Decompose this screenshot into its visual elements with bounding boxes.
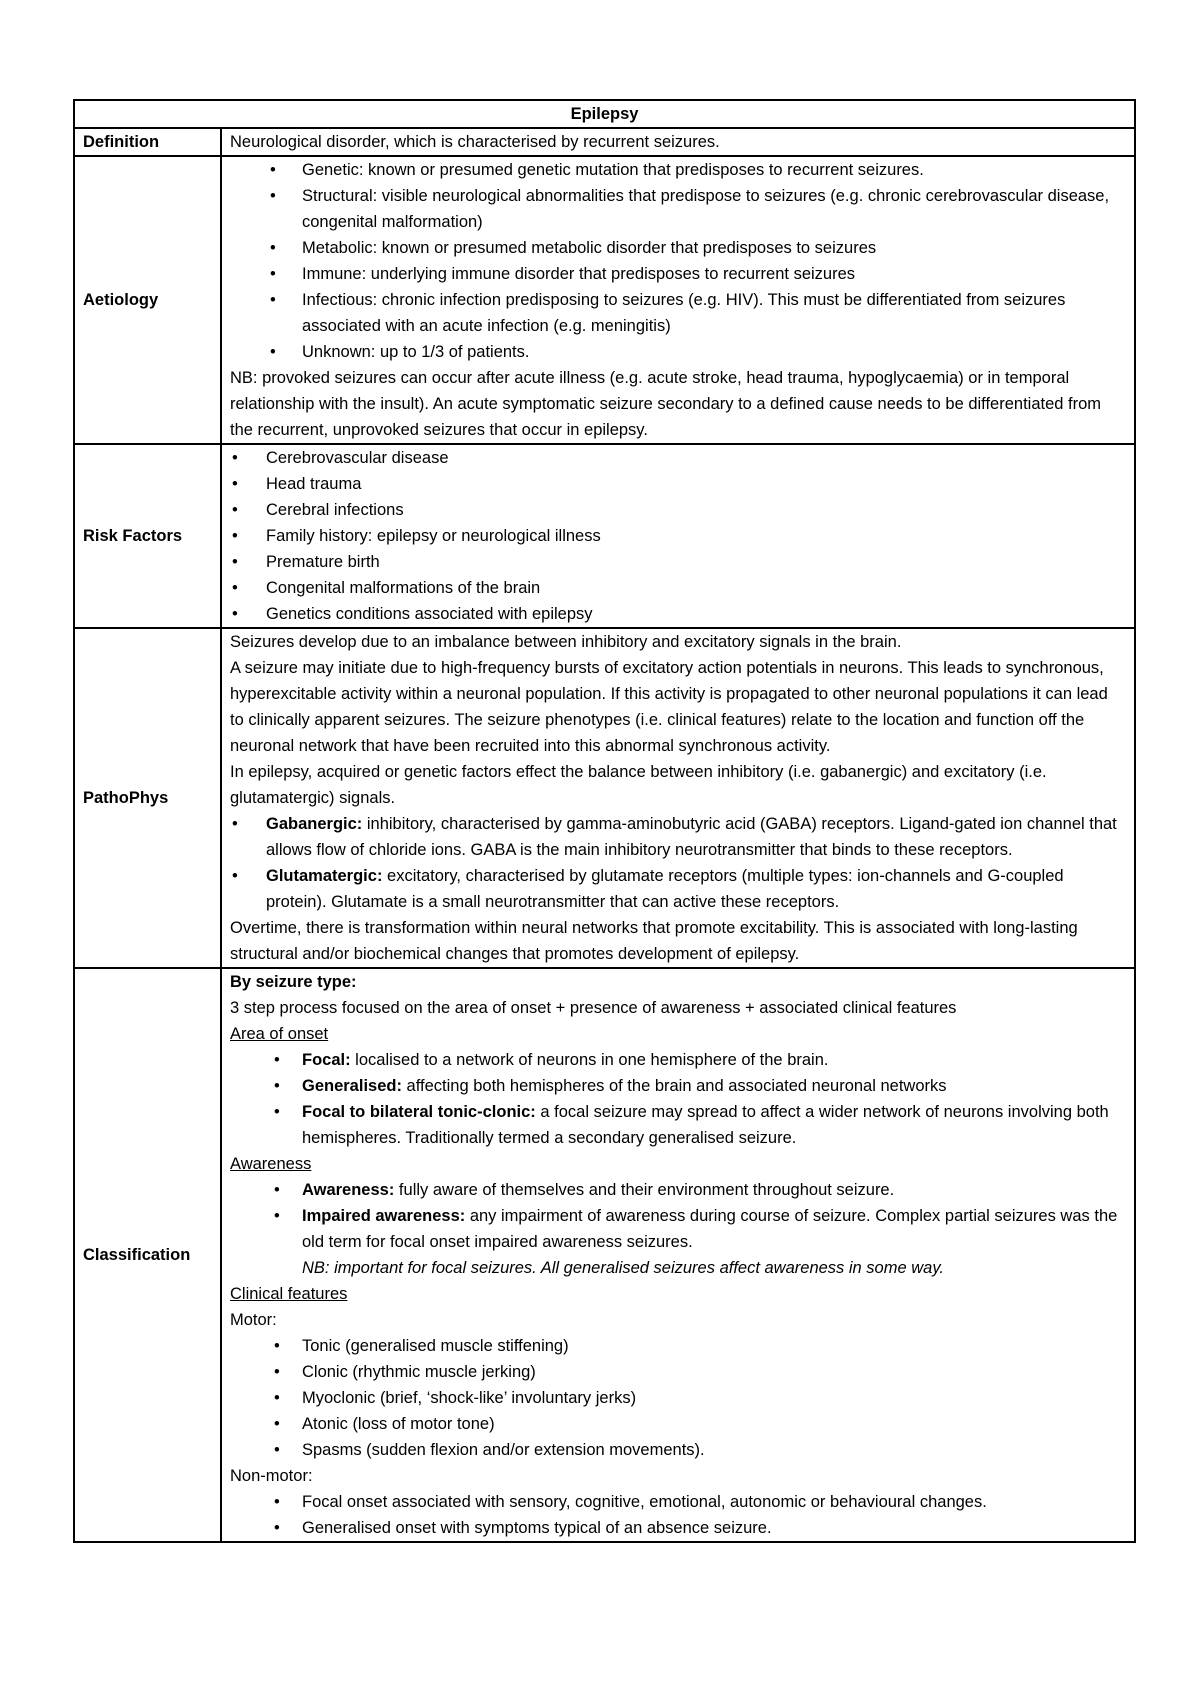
list-item: • Genetic: known or presumed genetic mutation that predisposes to recurrent seizures. — [230, 157, 1126, 183]
list-item: • Cerebral infections — [230, 497, 1126, 523]
awareness-note: NB: important for focal seizures. All generalised seizures affect awareness in some way. — [302, 1259, 944, 1277]
list-term: Awareness: — [302, 1181, 395, 1199]
epilepsy-table — [73, 99, 1136, 1543]
list-item — [230, 1177, 1126, 1203]
pathophys-paragraph: In epilepsy, acquired or genetic factors effect the balance between inhibitory (i.e. gabanergic) and excitatory (i.e. glutamatergic) signals. — [230, 763, 1047, 807]
list-item — [230, 811, 1126, 863]
list-text: localised to a network of neurons in one hemisphere of the brain. — [350, 1051, 829, 1069]
pathophys-paragraph: A seizure may initiate due to high-frequency bursts of excitatory action potentials in neurons. This leads to synchronous, hyperexcitable activity within a neuronal population. If this activity is propagated to other neuronal populations it can lead to clinically apparent seizures. The seizure phenotypes (i.e. clinical features) relate to the location and function off the neuronal network that have been recruited into this abnormal synchronous activity. — [230, 659, 1108, 755]
list-item — [230, 1073, 1126, 1099]
risk-factors-row — [74, 444, 1135, 628]
list-item: • Atonic (loss of motor tone) — [230, 1411, 1126, 1437]
aetiology-note: NB: provoked seizures can occur after acute illness (e.g. acute stroke, head trauma, hypoglycaemia) or in temporal relationship with the insult). An acute symptomatic seizure secondary to a defined cause needs to be differentiated from the recurrent, unprovoked seizures that occur in epilepsy. — [230, 369, 1102, 439]
classification-label: Classification — [74, 968, 221, 1542]
list-text: fully aware of themselves and their environment throughout seizure. — [394, 1181, 895, 1199]
list-text: any impairment of awareness during course of seizure. Complex partial seizures was the old term for focal onset impaired awareness seizures. — [302, 1207, 1118, 1251]
nonmotor-label: Non-motor: — [230, 1467, 313, 1485]
list-term: Focal to bilateral tonic-clonic: — [302, 1103, 536, 1121]
risk-factors-list — [230, 445, 1126, 627]
pathophys-row — [74, 628, 1135, 968]
title-row — [74, 100, 1135, 128]
list-item: • Focal onset associated with sensory, cognitive, emotional, autonomic or behavioural changes. — [230, 1489, 1126, 1515]
clinical-heading: Clinical features — [230, 1285, 348, 1303]
list-item: • Immune: underlying immune disorder that predisposes to recurrent seizures — [230, 261, 1126, 287]
motor-list — [230, 1333, 1126, 1463]
aetiology-label: Aetiology — [74, 156, 221, 444]
gaba-text: inhibitory, characterised by gamma-aminobutyric acid (GABA) receptors. Ligand-gated ion channel that allows flow of chloride ions. GABA is the main inhibitory neurotransmitter that binds to these receptors. — [266, 815, 1117, 859]
onset-heading: Area of onset — [230, 1025, 329, 1043]
list-item — [230, 1099, 1126, 1151]
list-item: • Structural: visible neurological abnormalities that predispose to seizures (e.g. chronic cerebrovascular disease, congenital malformation) — [230, 183, 1126, 235]
pathophys-label: PathoPhys — [74, 628, 221, 968]
receptor-list — [230, 811, 1126, 915]
definition-text: Neurological disorder, which is characterised by recurrent seizures. — [221, 128, 1135, 156]
list-item: • Generalised onset with symptoms typical of an absence seizure. — [230, 1515, 1126, 1541]
list-item: • Infectious: chronic infection predisposing to seizures (e.g. HIV). This must be differentiated from seizures associated with an acute infection (e.g. meningitis) — [230, 287, 1126, 339]
awareness-heading: Awareness — [230, 1155, 312, 1173]
pathophys-paragraph: Seizures develop due to an imbalance between inhibitory and excitatory signals in the brain. — [230, 633, 902, 651]
risk-factors-content — [221, 444, 1135, 628]
list-item: • Genetics conditions associated with epilepsy — [230, 601, 1126, 627]
list-item — [230, 1203, 1126, 1255]
list-item: • Cerebrovascular disease — [230, 445, 1126, 471]
list-item: • Clonic (rhythmic muscle jerking) — [230, 1359, 1126, 1385]
list-item: • Tonic (generalised muscle stiffening) — [230, 1333, 1126, 1359]
list-item: • Spasms (sudden flexion and/or extension movements). — [230, 1437, 1126, 1463]
aetiology-list — [230, 157, 1126, 365]
definition-row — [74, 128, 1135, 156]
table-title: Epilepsy — [74, 100, 1135, 128]
list-item: • Head trauma — [230, 471, 1126, 497]
list-item — [230, 1047, 1126, 1073]
classification-intro: 3 step process focused on the area of onset + presence of awareness + associated clinical features — [230, 999, 957, 1017]
pathophys-paragraph: Overtime, there is transformation within neural networks that promote excitability. This is associated with long-lasting structural and/or biochemical changes that promotes development of epilepsy. — [230, 919, 1078, 963]
list-term: Focal: — [302, 1051, 351, 1069]
onset-list — [230, 1047, 1126, 1151]
classification-content — [221, 968, 1135, 1542]
list-item: • Premature birth — [230, 549, 1126, 575]
list-term: Impaired awareness: — [302, 1207, 466, 1225]
list-item: • Metabolic: known or presumed metabolic disorder that predisposes to seizures — [230, 235, 1126, 261]
aetiology-content — [221, 156, 1135, 444]
list-text: a focal seizure may spread to affect a wider network of neurons involving both hemispheres. Traditionally termed a secondary generalised seizure. — [302, 1103, 1109, 1147]
risk-factors-label: Risk Factors — [74, 444, 221, 628]
list-text: affecting both hemispheres of the brain and associated neuronal networks — [401, 1077, 947, 1095]
list-item: • Family history: epilepsy or neurological illness — [230, 523, 1126, 549]
glutamate-text: excitatory, characterised by glutamate receptors (multiple types: ion-channels and G-coupled protein). Glutamate is a small neurotransmitter that can active these receptors. — [266, 867, 1064, 911]
classification-row — [74, 968, 1135, 1542]
list-item: • Myoclonic (brief, ‘shock-like’ involuntary jerks) — [230, 1385, 1126, 1411]
list-term: Generalised: — [302, 1077, 402, 1095]
nonmotor-list — [230, 1489, 1126, 1541]
gaba-term: Gabanergic: — [266, 815, 363, 833]
aetiology-row — [74, 156, 1135, 444]
motor-label: Motor: — [230, 1311, 277, 1329]
glutamate-term: Glutamatergic: — [266, 867, 383, 885]
list-item — [230, 863, 1126, 915]
list-item: • Congenital malformations of the brain — [230, 575, 1126, 601]
pathophys-content — [221, 628, 1135, 968]
classification-heading: By seizure type: — [230, 973, 357, 991]
awareness-list — [230, 1177, 1126, 1255]
definition-label: Definition — [74, 128, 221, 156]
list-item: • Unknown: up to 1/3 of patients. — [230, 339, 1126, 365]
